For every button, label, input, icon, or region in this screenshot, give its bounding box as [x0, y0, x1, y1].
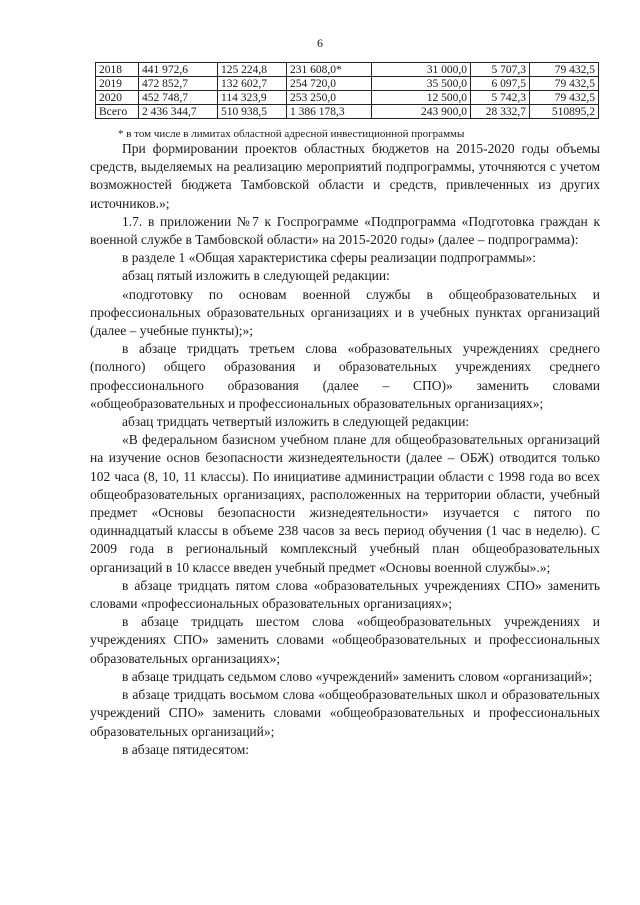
table-footnote: * в том числе в лимитах областной адресной инвестиционной программы — [118, 128, 465, 140]
table-row — [96, 91, 599, 105]
table-row — [96, 63, 599, 77]
paragraph: в абзаце тридцать восьмом слова «общеобразовательных школ и образовательных учреждений СПО» заменить словами «общеобразовательных и профессиональных образовательных организаций»; — [90, 687, 600, 739]
paragraph: При формировании проектов областных бюджетов на 2015-2020 годы объемы средств, выделяемых на реализацию мероприятий подпрограммы, уточняются с учетом возможностей бюджета Тамбовской области и средств, привлеченных из других источников.»; — [90, 141, 600, 211]
paragraph: абзац тридцать четвертый изложить в следующей редакции: — [122, 414, 470, 430]
paragraph: «В федеральном базисном учебном плане для общеобразовательных организаций на изучение основ безопасности жизнедеятельности (далее – ОБЖ) отводится только 102 часа (8, 10, 11 классы). По инициативе администрации области с 1998 года во всех общеобразовательных организациях, расположенных на территории области, учебный предмет «Основы безопасности жизнедеятельности» изучается с пятого по одиннадцатый классы в объеме 238 часов за весь период обучения (1 час в неделю). С 2009 года в региональный комплексный учебный план общеобразовательных организаций в 10 классе введен учебный предмет «Основы военной службы».»; — [90, 432, 600, 575]
table-cell: 2020 — [96, 91, 139, 105]
paragraph: в разделе 1 «Общая характеристика сферы реализации подпрограммы»: — [122, 250, 536, 266]
table-row — [96, 77, 599, 91]
table-cell: 5 742,3 — [471, 91, 530, 105]
table-cell: 2019 — [96, 77, 139, 91]
paragraph: в абзаце тридцать шестом слова «общеобразовательных учреждениях и учреждениях СПО» заменить словами «общеобразовательных и профессиональных образовательных организациях»; — [90, 614, 600, 666]
table-cell: 5 707,3 — [471, 63, 530, 77]
table-cell: 253 250,0 — [287, 91, 372, 105]
table-cell: 1 386 178,3 — [287, 105, 372, 119]
paragraph: абзац пятый изложить в следующей редакции: — [122, 268, 390, 284]
table-cell: 6 097,5 — [471, 77, 530, 91]
table-cell: 31 000,0 — [372, 63, 471, 77]
budget-table — [95, 62, 599, 119]
table-cell: 79 432,5 — [530, 91, 599, 105]
table-cell: 35 500,0 — [372, 77, 471, 91]
table-cell: 243 900,0 — [372, 105, 471, 119]
table-cell: 254 720,0 — [287, 77, 372, 91]
paragraph: 1.7. в приложении №7 к Госпрограмме «Подпрограмма «Подготовка граждан к военной службе в Тамбовской области» на 2015-2020 годы» (далее – подпрограмма): — [90, 213, 600, 248]
paragraph: «подготовку по основам военной службы в общеобразовательных и профессиональных образовательных организациях и в учебных пунктах организаций (далее – учебные пункты);»; — [90, 286, 600, 339]
table-cell: 2 436 344,7 — [139, 105, 218, 119]
table-cell: 12 500,0 — [372, 91, 471, 105]
paragraph: в абзаце тридцать седьмом слово «учреждений» заменить словом «организаций»; — [122, 668, 593, 684]
table-cell: 79 432,5 — [530, 77, 599, 91]
table-cell: 452 748,7 — [139, 91, 218, 105]
paragraph: в абзаце тридцать пятом слова «образовательных учреждениях СПО» заменить словами «профессиональных образовательных организациях»; — [90, 577, 600, 612]
table-cell: 2018 — [96, 63, 139, 77]
table-cell: 472 852,7 — [139, 77, 218, 91]
table-cell: 114 323,9 — [218, 91, 287, 105]
table-cell: Всего — [96, 105, 139, 119]
page-number: 6 — [317, 36, 323, 50]
document-body — [90, 140, 600, 759]
paragraph: в абзаце тридцать третьем слова «образовательных учреждениях среднего (полного) общего образования и образовательных учреждениях среднего профессионального образования (далее – СПО)» заменить словами «общеобразовательных и профессиональных образовательных организациях»; — [90, 341, 600, 411]
table-cell: 231 608,0* — [287, 63, 372, 77]
paragraph: в абзаце пятидесятом: — [122, 741, 249, 757]
table-cell: 510 938,5 — [218, 105, 287, 119]
table-cell: 28 332,7 — [471, 105, 530, 119]
table-cell: 510895,2 — [530, 105, 599, 119]
table-cell: 441 972,6 — [139, 63, 218, 77]
table-cell: 125 224,8 — [218, 63, 287, 77]
table-cell: 132 602,7 — [218, 77, 287, 91]
table-cell: 79 432,5 — [530, 63, 599, 77]
table-row-total — [96, 105, 599, 119]
